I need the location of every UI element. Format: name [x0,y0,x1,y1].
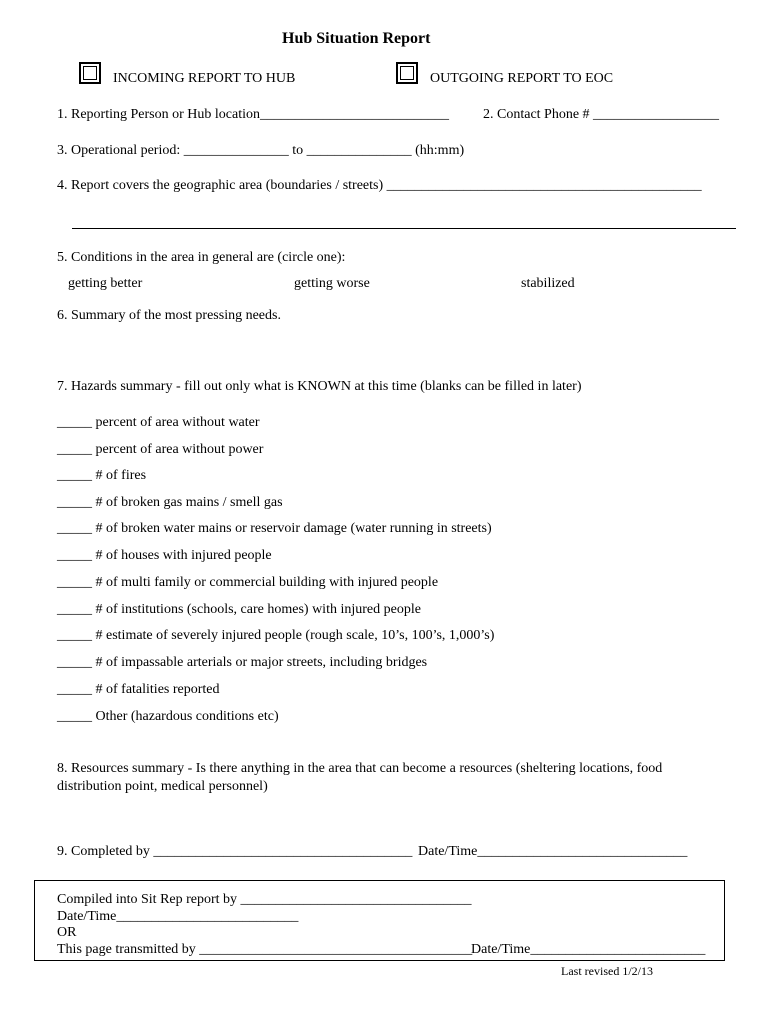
hazard-item-gas-mains[interactable]: _____ # of broken gas mains / smell gas [57,495,283,510]
q9-date-time[interactable]: Date/Time______________________________ [418,844,688,859]
q4-continuation-line[interactable] [72,228,736,229]
q3-operational-period[interactable]: 3. Operational period: _______________ to _______________ (hh:mm) [57,143,465,158]
or-label: OR [57,925,77,940]
q8-resources-line1: 8. Resources summary - Is there anything in the area that can become a resources (sheltering locations, food [57,761,663,776]
q5-option-getting-worse[interactable]: getting worse [294,276,370,291]
q5-option-stabilized[interactable]: stabilized [521,276,575,291]
hazard-item-severely-injured[interactable]: _____ # estimate of severely injured people (rough scale, 10’s, 100’s, 1,000’s) [57,628,495,643]
hazard-item-fatalities[interactable]: _____ # of fatalities reported [57,682,220,697]
q5-conditions-question: 5. Conditions in the area in general are (circle one): [57,250,346,265]
hazard-item-multi-family[interactable]: _____ # of multi family or commercial building with injured people [57,575,439,590]
q5-option-getting-better[interactable]: getting better [68,276,143,291]
hazard-item-impassable-streets[interactable]: _____ # of impassable arterials or major streets, including bridges [57,655,428,670]
hazard-item-houses-injured[interactable]: _____ # of houses with injured people [57,548,272,563]
hazard-item-water[interactable]: _____ percent of area without water [57,415,260,430]
incoming-report-checkbox[interactable] [79,62,101,84]
hazard-item-power[interactable]: _____ percent of area without power [57,442,264,457]
compiled-date-time[interactable]: Date/Time__________________________ [57,909,299,924]
transmitted-date-time[interactable]: Date/Time_________________________ [471,942,706,957]
q9-completed-by[interactable]: 9. Completed by _____________________________________ [57,844,413,859]
hazard-item-water-mains[interactable]: _____ # of broken water mains or reservoir damage (water running in streets) [57,521,492,536]
incoming-report-label: INCOMING REPORT TO HUB [113,71,296,86]
q7-hazards-question: 7. Hazards summary - fill out only what is KNOWN at this time (blanks can be filled in later) [57,379,582,394]
q6-pressing-needs: 6. Summary of the most pressing needs. [57,308,281,323]
q2-contact-phone[interactable]: 2. Contact Phone # __________________ [483,107,720,122]
compiled-into-sitrep[interactable]: Compiled into Sit Rep report by _________________________________ [57,892,472,907]
hazard-item-other[interactable]: _____ Other (hazardous conditions etc) [57,709,279,724]
q8-resources-line2: distribution point, medical personnel) [57,779,268,794]
hazard-item-institutions[interactable]: _____ # of institutions (schools, care homes) with injured people [57,602,421,617]
last-revised: Last revised 1/2/13 [561,964,653,978]
outgoing-report-checkbox[interactable] [396,62,418,84]
q1-reporting-person[interactable]: 1. Reporting Person or Hub location___________________________ [57,107,449,122]
outgoing-report-label: OUTGOING REPORT TO EOC [430,71,614,86]
hazard-item-fires[interactable]: _____ # of fires [57,468,147,483]
page-transmitted-by[interactable]: This page transmitted by _______________________________________ [57,942,473,957]
q4-geographic-area[interactable]: 4. Report covers the geographic area (boundaries / streets) _____________________________________________ [57,178,702,193]
page-title: Hub Situation Report [282,30,431,47]
